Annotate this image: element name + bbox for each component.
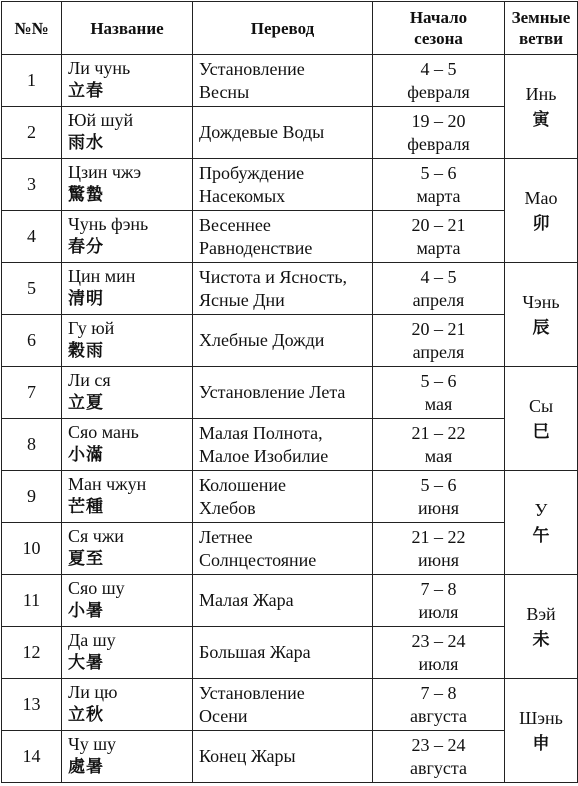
earthly-branch-chinese: 寅 [532,109,550,130]
term-translation [193,107,373,159]
term-translation [193,315,373,367]
earthly-branch-chinese: 午 [532,525,550,546]
term-translation [193,55,373,107]
earthly-branch-chinese: 卯 [532,213,550,234]
translation-line: Хлебные Дожди [199,330,325,350]
translation-line: Колошение [199,474,286,495]
row-number: 12 [2,627,62,679]
translation-line: Установление [199,58,305,79]
term-name [62,211,193,263]
season-month: апреля [412,341,465,362]
season-start [373,419,505,471]
season-start [373,523,505,575]
earthly-branch-russian: У [534,499,548,520]
term-name-chinese: 春分 [68,237,104,257]
season-dates: 23 – 24 [411,630,466,651]
term-name-chinese: 芒種 [68,497,104,517]
translation-line: Малая Полнота, [199,422,323,443]
earthly-branch [505,159,578,263]
earthly-branch-russian: Инь [525,83,557,104]
term-name-chinese: 穀雨 [68,341,104,361]
translation-line: Хлебов [199,497,256,518]
header-season-start [373,2,505,55]
season-start [373,679,505,731]
translation-line: Большая Жара [199,642,311,662]
term-name-chinese: 雨水 [68,133,104,153]
term-name [62,55,193,107]
translation-line: Насекомых [199,185,286,206]
table-row [2,471,578,523]
term-name-chinese: 立秋 [68,705,104,725]
term-name-russian: Чунь фэнь [68,214,149,234]
header-num: №№ [2,2,62,55]
season-start [373,315,505,367]
term-name-russian: Гу юй [68,318,115,338]
table-body [2,55,578,783]
row-number: 10 [2,523,62,575]
term-name-chinese: 立夏 [68,393,104,413]
translation-line: Пробуждение [199,162,305,183]
table-row [2,679,578,731]
table-row [2,367,578,419]
earthly-branch-russian: Вэй [526,603,556,624]
term-name-russian: Ли чунь [68,58,131,78]
season-start [373,211,505,263]
term-name [62,107,193,159]
row-number: 7 [2,367,62,419]
row-number: 6 [2,315,62,367]
row-number: 2 [2,107,62,159]
term-name [62,627,193,679]
translation-line: Ясные Дни [199,289,285,310]
term-name-russian: Ли ся [68,370,111,390]
earthly-branch-russian: Сы [528,395,554,416]
term-name [62,731,193,783]
season-month: февраля [407,133,470,154]
season-dates: 21 – 22 [411,422,466,443]
earthly-branch-russian: Чэнь [522,291,560,312]
earthly-branch-chinese: 辰 [532,317,550,338]
term-name-chinese: 夏至 [68,549,104,569]
season-dates: 4 – 5 [420,266,457,287]
term-name [62,575,193,627]
table-row [2,315,578,367]
season-start [373,107,505,159]
season-start [373,731,505,783]
term-name [62,263,193,315]
season-month: июля [418,601,459,622]
term-translation [193,523,373,575]
earthly-branch-chinese: 申 [532,733,550,754]
row-number: 8 [2,419,62,471]
season-dates: 20 – 21 [411,214,466,235]
season-start [373,627,505,679]
season-dates: 5 – 6 [420,370,457,391]
translation-line: Весеннее [199,214,271,235]
translation-line: Установление Лета [199,382,346,402]
term-name-russian: Сяо шу [68,578,125,598]
season-start [373,367,505,419]
term-name-russian: Чу шу [68,734,117,754]
season-dates: 23 – 24 [411,734,466,755]
term-name [62,315,193,367]
row-number: 5 [2,263,62,315]
term-name-russian: Ся чжи [68,526,124,546]
translation-line: Чистота и Ясность, [199,266,348,287]
header-season-start-line1: Начало [409,8,468,27]
term-translation [193,731,373,783]
earthly-branch-chinese: 巳 [532,421,550,442]
header-branches-line2: ветви [518,29,564,48]
season-start [373,55,505,107]
row-number: 3 [2,159,62,211]
season-dates: 5 – 6 [420,474,457,495]
season-dates: 7 – 8 [420,578,457,599]
season-month: июня [418,497,459,518]
translation-line: Осени [199,705,248,726]
term-name [62,471,193,523]
season-month: июня [418,549,459,570]
header-translation: Перевод [193,2,373,55]
season-month: июля [418,653,459,674]
season-dates: 4 – 5 [420,58,457,79]
season-dates: 19 – 20 [411,110,466,131]
season-start [373,263,505,315]
header-row [2,2,578,55]
translation-line: Малая Жара [199,590,294,610]
season-month: марта [416,185,461,206]
term-name-russian: Цин мин [68,266,136,286]
term-translation [193,159,373,211]
earthly-branch [505,575,578,679]
translation-line: Конец Жары [199,746,296,766]
translation-line: Весны [199,81,250,102]
term-name-russian: Цзин чжэ [68,162,142,182]
earthly-branch-russian: Шэнь [519,707,563,728]
term-translation [193,575,373,627]
term-name-russian: Ман чжун [68,474,147,494]
season-dates: 21 – 22 [411,526,466,547]
season-month: мая [424,445,453,466]
row-number: 13 [2,679,62,731]
table-row [2,731,578,783]
table-row [2,627,578,679]
term-translation [193,367,373,419]
term-name-russian: Ли цю [68,682,118,702]
header-name: Название [62,2,193,55]
translation-line: Летнее [199,526,253,547]
season-month: апреля [412,289,465,310]
season-dates: 5 – 6 [420,162,457,183]
solar-terms-table [1,1,578,783]
term-name [62,419,193,471]
table-row [2,523,578,575]
term-name [62,523,193,575]
translation-line: Установление [199,682,305,703]
term-name-russian: Сяо мань [68,422,139,442]
earthly-branch-russian: Мао [524,187,558,208]
row-number: 11 [2,575,62,627]
translation-line: Солнцестояние [199,549,317,570]
earthly-branch [505,679,578,783]
translation-line: Малое Изобилие [199,445,329,466]
term-name-chinese: 清明 [68,289,104,309]
season-start [373,575,505,627]
earthly-branch-chinese: 未 [532,629,550,650]
row-number: 9 [2,471,62,523]
season-dates: 7 – 8 [420,682,457,703]
term-name-chinese: 立春 [68,81,104,101]
term-translation [193,419,373,471]
term-translation [193,471,373,523]
term-name-chinese: 處暑 [68,757,104,777]
table-row [2,55,578,107]
term-translation [193,627,373,679]
translation-line: Дождевые Воды [199,122,325,142]
translation-line: Равноденствие [199,237,313,258]
earthly-branch [505,55,578,159]
earthly-branch [505,367,578,471]
season-month: августа [410,705,467,726]
row-number: 1 [2,55,62,107]
season-month: марта [416,237,461,258]
term-name-russian: Да шу [68,630,116,650]
season-start [373,471,505,523]
season-month: мая [424,393,453,414]
table-row [2,211,578,263]
term-name-chinese: 驚蟄 [68,185,104,205]
season-dates: 20 – 21 [411,318,466,339]
term-translation [193,679,373,731]
earthly-branch [505,263,578,367]
row-number: 14 [2,731,62,783]
table-row [2,419,578,471]
season-month: февраля [407,81,470,102]
season-start [373,159,505,211]
term-name [62,679,193,731]
term-name [62,367,193,419]
header-branches-line1: Земные [511,8,571,27]
term-translation [193,263,373,315]
term-name-russian: Юй шуй [68,110,134,130]
table-row [2,107,578,159]
table-row [2,575,578,627]
header-branches [505,2,578,55]
term-name-chinese: 小滿 [68,445,104,465]
header-season-start-line2: сезона [414,29,463,48]
table-row [2,263,578,315]
term-name-chinese: 大暑 [68,653,104,673]
row-number: 4 [2,211,62,263]
table-row [2,159,578,211]
term-translation [193,211,373,263]
earthly-branch [505,471,578,575]
term-name-chinese: 小暑 [68,601,104,621]
season-month: августа [410,757,467,778]
term-name [62,159,193,211]
